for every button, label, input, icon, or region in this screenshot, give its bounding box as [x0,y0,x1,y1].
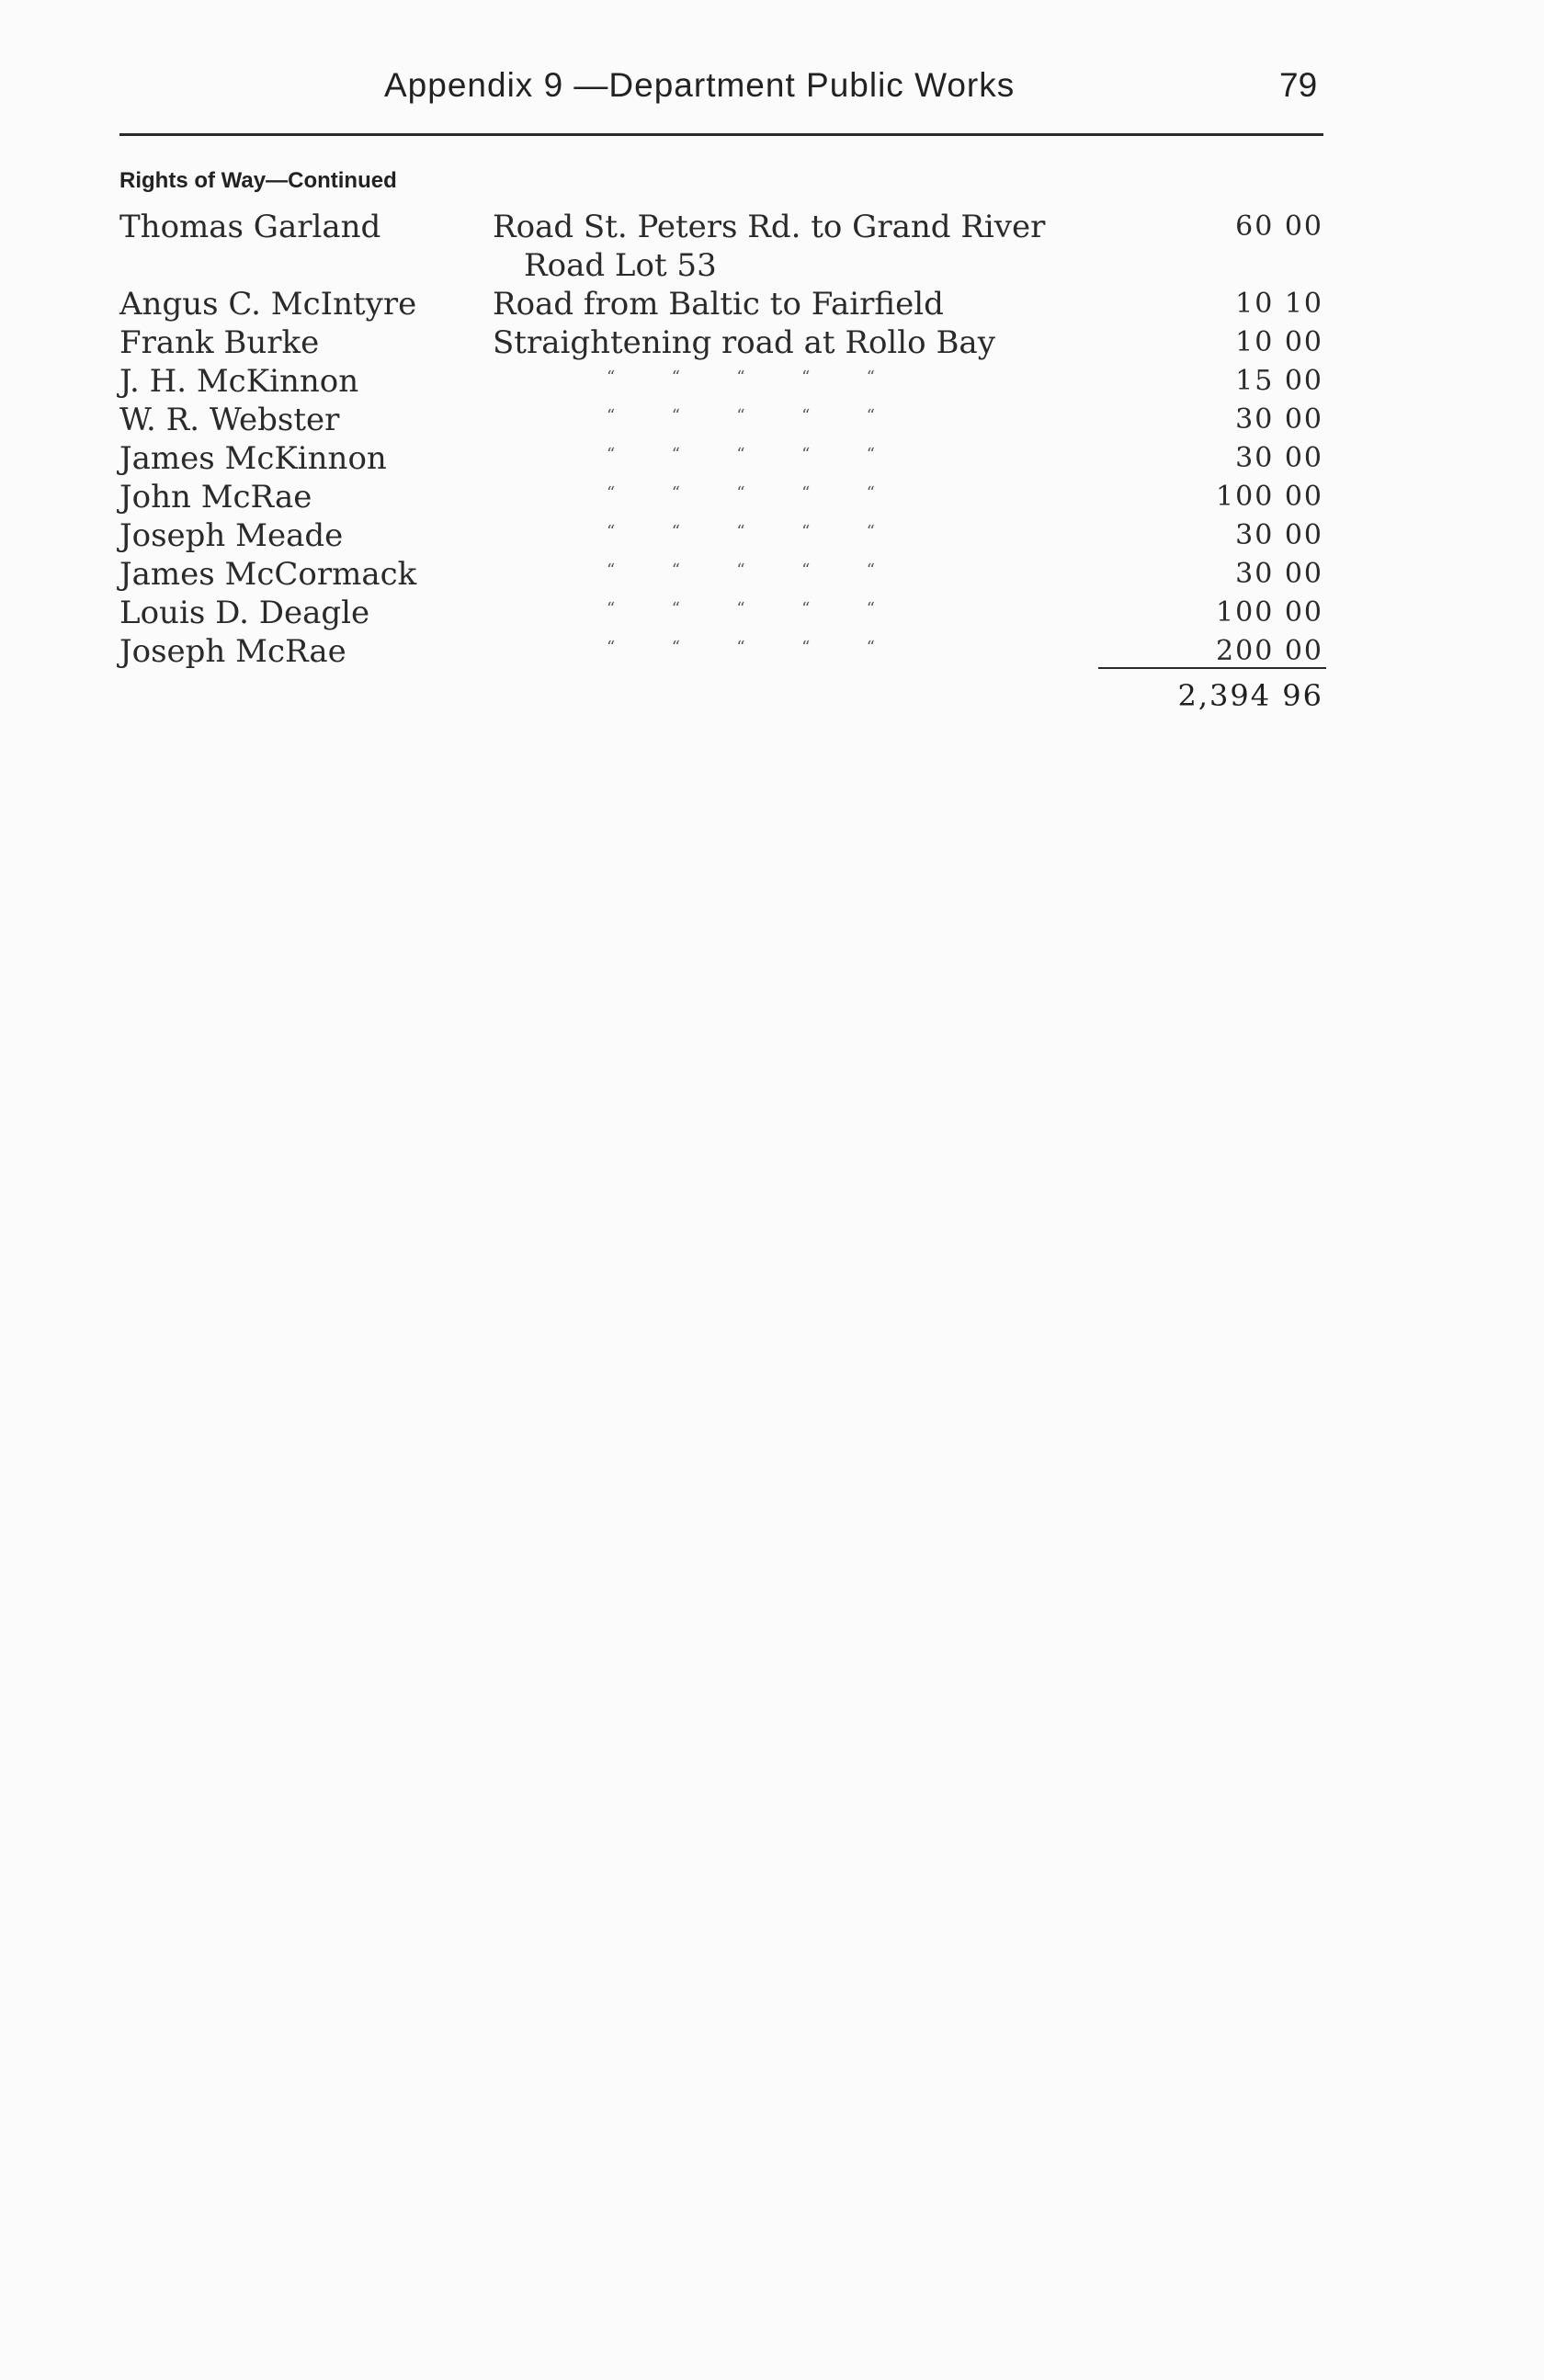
ditto-marks: “ “ “ “ “ [607,483,876,503]
table-row [0,594,1544,632]
ditto-marks: “ “ “ “ “ [607,561,876,580]
payee-name: J. H. McKinnon [119,363,359,400]
table-row [0,632,1544,671]
payment-amount: 200 00 [1216,635,1323,667]
table-row [0,401,1544,439]
payee-name: Frank Burke [119,324,320,361]
ditto-marks: “ “ “ “ “ [607,368,876,387]
table-row [0,208,1544,246]
total-amount: 2,394 96 [1177,678,1323,713]
payment-amount: 10 10 [1235,288,1323,320]
payment-description: Road St. Peters Rd. to Grand River [493,209,1046,245]
payee-name: Angus C. McIntyre [119,286,417,323]
ditto-marks: “ “ “ “ “ [607,445,876,464]
table-row [0,439,1544,478]
payment-amount: 60 00 [1235,210,1323,243]
page-header-title: Appendix 9 —Department Public Works [384,66,1016,104]
table-row [0,323,1544,362]
ditto-marks: “ “ “ “ “ [607,406,876,425]
table-row [0,516,1544,555]
table-row [0,555,1544,594]
page-number: 79 [1279,66,1318,104]
payment-description: Road Lot 53 [524,247,717,284]
table-row [0,285,1544,323]
payment-amount: 100 00 [1216,481,1323,513]
payment-amount: 30 00 [1235,403,1323,436]
payee-name: Thomas Garland [119,209,381,245]
section-heading: Rights of Way—Continued [119,168,397,193]
payee-name: John McRae [119,479,312,516]
ditto-marks: “ “ “ “ “ [607,599,876,618]
ditto-marks: “ “ “ “ “ [607,522,876,541]
payee-name: Joseph McRae [119,633,346,670]
payment-amount: 30 00 [1235,519,1323,551]
payee-name: Louis D. Deagle [119,595,370,631]
payment-amount: 30 00 [1235,558,1323,590]
payee-name: James McCormack [119,556,417,593]
payee-name: W. R. Webster [119,402,340,438]
payment-amount: 15 00 [1235,365,1323,397]
payment-description: Straightening road at Rollo Bay [493,324,995,361]
payment-amount: 100 00 [1216,596,1323,629]
sum-rule [1098,667,1326,669]
ditto-marks: “ “ “ “ “ [607,638,876,657]
table-row [0,246,1544,285]
payment-description: Road from Baltic to Fairfield [493,286,944,323]
table-row [0,362,1544,401]
table-row [0,478,1544,516]
payment-amount: 30 00 [1235,442,1323,474]
header-rule [119,133,1323,136]
payment-amount: 10 00 [1235,326,1323,358]
payee-name: Joseph Meade [119,517,344,554]
payee-name: James McKinnon [119,440,387,477]
